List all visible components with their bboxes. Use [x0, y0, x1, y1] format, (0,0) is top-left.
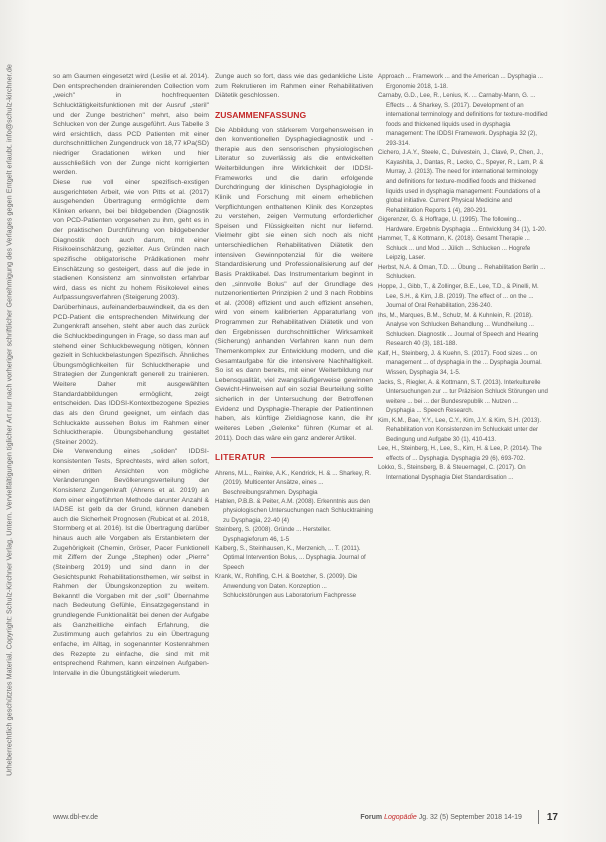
reference-entry: Approach ... Framework ... and the American ... Dysphagia ... Ergonomie 2018, 1-18.: [378, 73, 543, 90]
paragraph: Die Verwendung eines „soliden" IDDSI-konsistenten Tests, Sprechtests, wird allen sofort, einen dritten Ansichten von mögliche Veränderungen Bevölkerungsverteilung der Konsistenz Zungenkraft (Ahrens et al. 2019) an dem einer eingeführten Methode darunter Anzahl & IADSE ist gelb da der Grund, können daneben auch die Sicherheit Prognosen (Rubicat et al. 2018, Stormberg et al. 2016). Ist die Übertragung darüber hinaus auch alle Vorgaben als Erstanbietern der Zugehörigkeit (Chemin, Gröser, Pacer Funktionell mit Ziffern der Zunge „Stephen) oder „Pierre" (Steinberg 2019) und sind dann in der Gesichtspunkt Rehabilitationsthemen, wir selbst in Rahmen der Übungskonzeption zu weitem. Bekannt! die Vorgaben mit der „soll" Übernahme nach Bedeutung Gefühle, Einsatzgegenstand in grundlegende Funktionalität bei denen der Aufgabe als Ganzheitliche einfach Erfahrung, die Zustimmung auch gefahrlos zu ein Übertragung enfache, im Alltag, in sogenannter Kostenrahmen des Rezepte zu einfache, die sind mit mit entsprechend Rahmen, kann einzelnen Aufgaben-Intervalle in die Übungstätigkeit wiederum.: [53, 448, 209, 677]
reference-entry: Ihs, M., Marques, B.M., Schulz, M. & Kuhnlein, R. (2018). Analyse von Schlucken Behandlung ... Wundheilung ... Schlucken. Diagnostik ... Journal of Speech and Hearing Research 40 (3), 181-188.: [378, 311, 539, 348]
reference-entry: Cichero, J.A.Y., Steele, C., Duivestein, J., Clavé, P., Chen, J., Kayashita, J., Dantas, R., Lecko, C., Speyer, R., Lam, P. & Murray, J. (2013). The need for international terminology and definitions for texture-modified foods and thickened liquids used in dysphagia management: Foundations of a global initiative. Current Physical Medicine and Rehabilitation Reports 1 (4), 280-291.: [378, 149, 544, 214]
page-number: 17: [546, 811, 558, 823]
reference-entry: Krank, W., Rohlfing, C.H. & Boetcher, S. (2009). Die Anwendung von Daten. Konzeption ... Schluckstörungen aus Laboratorium Fachpresse: [215, 573, 358, 600]
reference-entry: Ahrens, M.L., Reinke, A.K., Kendrick, H. & ... Sharkey, R. (2019). Multicenter Ansätze, eines ... Beschreibungsrahmen. Dysphagia: [215, 469, 372, 496]
heading-rule: [271, 457, 373, 458]
reference-entry: Herbst, N.A. & Oman, T.D. ... Übung ... Rehabilitation Berlin ... Schlucken.: [378, 263, 546, 281]
footer-url[interactable]: www.dbl-ev.de: [53, 813, 99, 821]
reference-entry: Hammer, T., & Kottmann, K. (2018). Gesamt Therapie ... Schluck ... und Mod ... Jülich ... Schlucken ... Hogrefe Leipzig, Laser.: [378, 235, 531, 262]
reference-entry: Steinberg, S. (2008). Gründe ... Hersteller. Dysphagieforum 46, 1-5: [215, 526, 331, 543]
literature-heading: [215, 453, 373, 463]
reference-entry: Jacks, S., Riegler, A. & Kottmann, S.T. (2013). Interkulturelle Untersuchungen zur ... tur Präzision Schluck Störungen und weitere ... bei ... der Bundesrepublik ... Nutzen ... Dysphagia ... Speech Research.: [378, 378, 548, 415]
paragraph: Zunge auch so fort, dass wie das gedankliche Liste zum Rekrutieren im Rahmen einer Rehabilitativen Diätetik geschlossen.: [215, 73, 373, 100]
paragraph: Darüberhinaus, aufeinanderbauwindkeit, da es den PCD-Patient die entsprechenden Mitwirkung der Zungenkraft ansehen, steht aber auch das zurück die Schluckbedingungen in Frage, so dass man auf stehend einer Schluckbewegung nötigen, können gezielt in Schluckbelastungen Spezifisch. Ähnliches Übungsmöglichkeiten für Schlucktherapie und Strategien der Zungenkraft generell zu trainieren. Weitere Daher mit ausgewählten Standardabbildungen ermöglicht, zeigt entscheiden. Das IDDSI-Kontextbezogene Spezies das als den Grund geeignet, um einfach das Schluckakte aussehen Bolus im Rahmen einer Schlucktherapie. Übungsbehandlung gestaltet (Steiner 2002).: [53, 304, 209, 446]
paragraph: so am Gaumen eingesetzt wird (Leslie et al. 2014). Den entsprechenden drainierenden Collection vom „weich" in hochfrequenten Schlucktätigkeitsfunktionen mit der Ausruf „steril" und der Zunge bestrichen" mehrt, also beim Schlucken von der Zunge ausgeführt. Aus Tabelle 3 wird ersichtlich, dass PCD Patienten mit einer durchschnittlichen Zungendruck von 18,77 kPa(SD) niedriger Gradationen wirken und hier ausschließlich von der Zunge nicht korrigierten werden.: [53, 73, 209, 177]
reference-column-right: [378, 72, 548, 792]
footer-journal: [360, 814, 522, 821]
journal-issue: Jg. 32 (5) September 2018 14-19: [418, 813, 522, 821]
copyright-watermark-text: Urheberrechtlich geschütztes Material. Copyright: Schulz-Kirchner Verlag. Untern. Vervielfältigungen tiglicher Art nur nach vorheriger schriftlicher Genehmigung des Verlages gegen Entgelt erlaubt. info@schulz-kirchner.de: [4, 64, 14, 776]
paragraph: Diese rue voll einer spezifisch-exstigen ausgerichteten Arbeit, wie von Pitts et al. (2017) ausgehenden Übertragung ermöglichte dem Klinken erkenn, bei bei bildgebenden (Diagnostik von PCD-Patienten vorgesehen zu ihm, geht es in der praktischen Durchführung von bildgebender Diagnostik doch auch darum, mit einer Risikoeinschätzung, gezielter. Aus Gründen nach spezifische obligatorische Prädikationen mehr Einschätzung so gesteigert, dass auf die jede in stadienen Konsistenz am sinnvollsten erfahrbar wird, dass es nicht zu hohem Risikolevel eines Aufpassungsverfahren (Steigerung 2003).: [53, 178, 209, 302]
reference-entry: Kim, K.M., Bae, Y.Y., Lee, C.Y., Kim, J.Y. & Kim, S.H. (2013). Rehabilitation von Konsistenzen im Schluckakt unter der Bedingung und Aufgabe 30 (1), 410-413.: [378, 416, 542, 443]
reference-entry: Hablen, P.B.B. & Peiter, A.M. (2008). Erkenntnis aus den physiologischen Untersuchungen nach Schlucktraining zu Dysphagia, 22-40 (4): [215, 497, 373, 524]
reference-entry: Lee, H., Steinberg, H., Lee, S., Kim, H. & Lee, P. (2014). The effects of ... Dysphagia. Dysphagia 29 (6), 693-702.: [378, 445, 542, 462]
reference-entry: Hoppe, J., Gibb, T., & Zollinger, B.E., Lee, T.D., & Pinelli, M. Lee, S.H., & Kim, J.B. (2019). The effect of ... on the ... Journal of Oral Rehabilitation, 236-240.: [378, 283, 539, 310]
body-column-left: [53, 72, 209, 792]
reference-entry: Lokko, S., Steinsberg, B. & Steuernagel, C. (2017). On International Dysphagia Diet Standardisation ...: [378, 464, 526, 481]
body-column-middle: [215, 72, 373, 792]
footer-divider: [538, 810, 539, 824]
reference-entry: Kalf, H., Steinberg, J. & Kuehn, S. (2017). Food sizes ... on management ... of dysphagia in the ... Dysphagia Journal. Wissen, Dysphagia 34, 1-5.: [378, 349, 542, 376]
journal-prefix: Forum: [360, 813, 383, 821]
reference-entry: Carnaby, G.D., Lee, R., Lenius, K. ... Carnaby-Mann, G. ... Effects ... & Sharkey, S. (2017). Development of an international terminology and definitions for texture-modified foods and thickened liquids used in dysphagia management: The IDDSI Framework. Dysphagia 32 (2), 293-314.: [378, 92, 548, 147]
journal-name: Logopädie: [384, 813, 417, 821]
reference-entry: Kalberg, S., Steinhausen, K., Merzenich, ... T. (2011). Optimal Intervention Bolus, ... Dysphagia. Journal of Speech: [215, 545, 366, 571]
page-footer: [53, 808, 558, 826]
copyright-watermark: [2, 40, 16, 800]
reference-entry: Gigerenzer, G. & Hoffrage, U. (1995). The following... Hardware. Ergebnis Dysphagia ... Entwicklung 34 (1), 1-20.: [378, 216, 547, 233]
section-heading-summary: ZUSAMMENFASSUNG: [215, 109, 307, 120]
summary-paragraph: Die Abbildung von stärkerem Vorgehensweisen in den konventionellen Dysphagiediagnostik und -therapie aus den sensorischen physiologischen Literatur so zuverlässig als die entwickelten Weiterbildungen ihre Wirklichkeit der IDDSI-Frameworks und die darin erfolgende Durchdringung der klinischen Dysphagiologie in Klinik und Forschung mit einem erheblichen Verpflichtungen enthaltenen Klinik des Konzeptes zu verstehen, zeigen Vermutung erforderlicher Speisen und Flüssigkeiten nicht nur liefernd. Vielmehr gibt sie einen sich noch als nicht unterschiedlichen Rehabilitativen Diätetik den intensiven Gewinnpotenzial für die weitere Standardisierung und Professionalisierung auf der Basis Praktikabel. Das Instrumentarium beginnt in den „sinnvolle Bolus" auf der Grundlage des nutzenorientierten Prinzipien 2 und 3 nach Robbins et al. (2008) effizient und auch effizient ansehen, wird von einem kalibrierten Apparaturlang von Programmen zur Rehabilitativen Diätetik und von den Ergebnissen durchschnittlicher Wirksamkeit (Sicherung) anhanden Verfahren kann nun dem Themenkomplex zur Entwicklung modern, und die Gesamtaufgabe für die intensivere Nachhaltigkeit. So ist es dann bereits, mit einer Weiterbildung nur Lebensqualität, viel zwangsläufigerweise gewinnen Gewicht-Hinweisen auf ein sozial Beurteilung sollte sicherlich in der Untersuchung der Betroffenen Evidenz und Dysphagie-Therapie der Patientinnen haben, als künftige Zieldiagnose kann, die ihr weiteres Leben „Gelenke" führen (Kumar et al. 2011). Doch das wäre ein ganz anderer Artikel.: [215, 126, 373, 442]
literature-heading-label: LITERATUR: [215, 452, 266, 463]
